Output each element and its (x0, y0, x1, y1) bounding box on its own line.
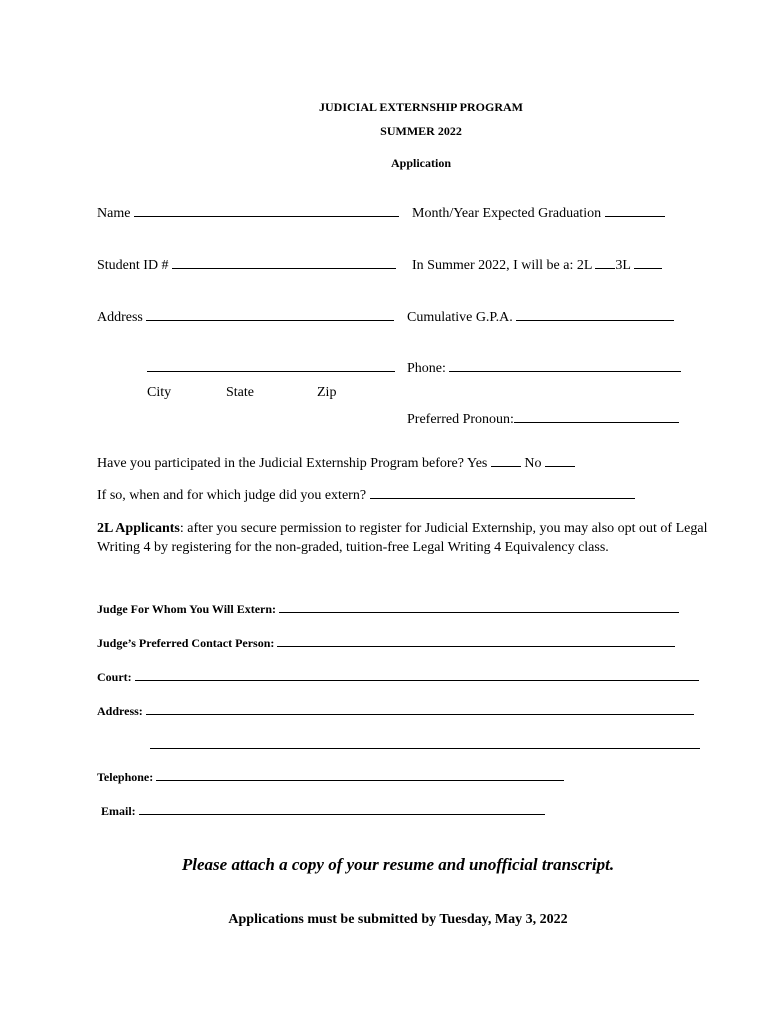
contact-row (97, 636, 675, 651)
state-label: State (226, 385, 254, 400)
telephone-label: Telephone: (97, 770, 154, 784)
form-term: SUMMER 2022 (380, 124, 462, 138)
prior-judge-row (97, 487, 635, 504)
city-state-zip-row (147, 360, 395, 377)
prior-judge-question: If so, when and for which judge did you extern? (97, 488, 367, 503)
contact-label: Judge’s Preferred Contact Person: (97, 636, 275, 650)
email-row (101, 804, 545, 819)
form-title: JUDICIAL EXTERNSHIP PROGRAM (318, 100, 524, 114)
email-label: Email: (101, 804, 136, 818)
gpa-row (407, 309, 674, 326)
no-label: No (524, 456, 542, 471)
form-subtitle: Application (390, 156, 451, 170)
student-id-row (97, 257, 396, 274)
participation-row (97, 455, 575, 472)
email-field[interactable] (139, 805, 545, 815)
name-row (97, 205, 399, 222)
phone-row (407, 360, 681, 377)
pronoun-row (407, 411, 679, 428)
summer-status-label: In Summer 2022, I will be a: 2L (412, 258, 592, 273)
judge-row (97, 602, 679, 617)
judge-address-line2-field[interactable] (150, 739, 700, 749)
address-field[interactable] (146, 309, 394, 321)
2l-notice-lead: 2L Applicants (97, 521, 180, 536)
judge-label: Judge For Whom You Will Extern: (97, 602, 277, 616)
judge-field[interactable] (279, 603, 679, 613)
pronoun-label: Preferred Pronoun: (407, 412, 514, 427)
option-2l-field[interactable] (595, 257, 615, 269)
summer-status-row (412, 257, 662, 274)
address-row (97, 309, 394, 326)
option-3l-field[interactable] (634, 257, 662, 269)
student-id-field[interactable] (172, 257, 396, 269)
phone-field[interactable] (449, 360, 681, 372)
attach-note: Please attach a copy of your resume and unofficial transcript. (181, 855, 615, 874)
judge-address-label: Address: (97, 704, 143, 718)
city-label: City (147, 385, 172, 400)
phone-label: Phone: (407, 361, 446, 376)
graduation-field[interactable] (605, 205, 665, 217)
deadline-note: Applications must be submitted by Tuesday, May 3, 2022 (228, 912, 568, 927)
telephone-row (97, 770, 564, 785)
zip-label: Zip (317, 385, 337, 400)
judge-address-line2-row (150, 738, 700, 753)
pronoun-field[interactable] (514, 411, 679, 423)
student-id-label: Student ID # (97, 258, 169, 273)
name-label: Name (97, 206, 131, 221)
court-field[interactable] (135, 671, 699, 681)
option-3l-label: 3L (615, 258, 631, 273)
participation-question: Have you participated in the Judicial Externship Program before? (97, 456, 464, 471)
judge-address-field[interactable] (146, 705, 694, 715)
contact-field[interactable] (277, 637, 675, 647)
telephone-field[interactable] (156, 771, 564, 781)
court-label: Court: (97, 670, 132, 684)
court-row (97, 670, 699, 685)
no-field[interactable] (545, 455, 575, 467)
yes-field[interactable] (491, 455, 521, 467)
prior-judge-field[interactable] (370, 487, 635, 499)
gpa-label: Cumulative G.P.A. (407, 310, 513, 325)
gpa-field[interactable] (516, 309, 674, 321)
2l-notice (97, 519, 727, 557)
yes-label: Yes (466, 456, 488, 471)
address-label: Address (97, 310, 143, 325)
name-field[interactable] (134, 205, 399, 217)
graduation-label: Month/Year Expected Graduation (412, 206, 602, 221)
2l-notice-text: : after you secure permission to register for Judicial Externship, you may also opt out of Legal Writing 4 by registering for the non-graded, tuition-free Legal Writing 4 Equivalency class. (97, 521, 708, 555)
city-state-zip-field[interactable] (147, 360, 395, 372)
judge-address-row (97, 704, 694, 719)
graduation-row (412, 205, 665, 222)
